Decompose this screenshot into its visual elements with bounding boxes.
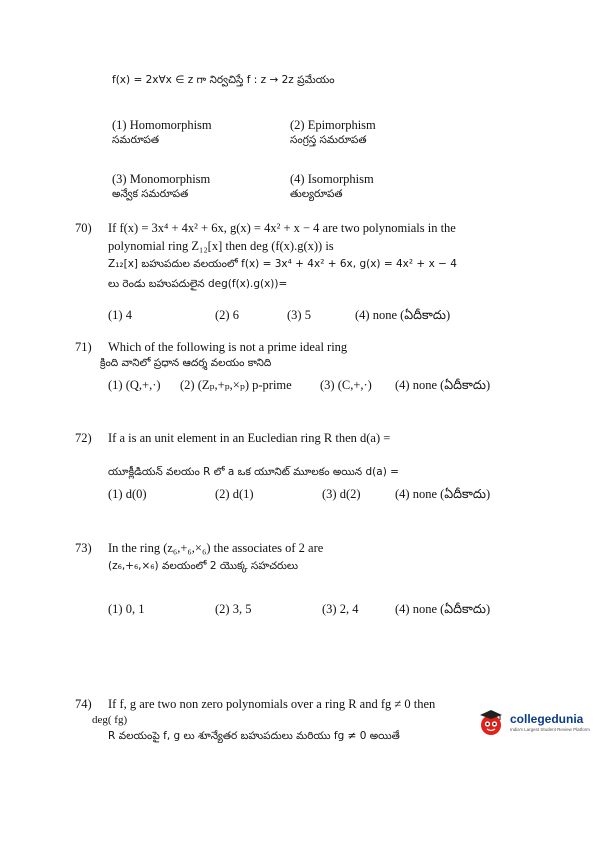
q72-line-2-telugu: యూక్లీడియన్ వలయం R లో a ఒక యూనిట్ మూలకం అయిన d(a) = bbox=[108, 466, 399, 478]
q70-line-2: polynomial ring Z₁₂[x] then deg (f(x).g(x)) is bbox=[108, 239, 334, 253]
q69-option-3: (3) Monomorphism bbox=[112, 172, 211, 186]
q71-option-4: (4) none (ఏదీకాదు) bbox=[395, 378, 491, 392]
q74-number: 74) bbox=[75, 697, 92, 711]
q70-number: 70) bbox=[75, 221, 92, 235]
q71-option-3: (3) (C,+,·) bbox=[320, 378, 372, 392]
q70-option-3: (3) 5 bbox=[287, 308, 311, 322]
q72-option-2: (2) d(1) bbox=[215, 487, 254, 501]
q69-stem: f(x) = 2x∀x ∈ z గా నిర్వచిస్తే f : z → 2z ప్రమేయం bbox=[112, 74, 335, 86]
q74-line-2: deg( fg) bbox=[92, 714, 128, 726]
collegedunia-logo bbox=[476, 708, 590, 738]
q70-line-1: If f(x) = 3x⁴ + 4x² + 6x, g(x) = 4x² + x − 4 are two polynomials in the bbox=[108, 221, 456, 235]
q70-line-4-telugu: లు రెండు బహుపదులైన deg(f(x).g(x))= bbox=[108, 278, 288, 290]
q69-option-4: (4) Isomorphism bbox=[290, 172, 374, 186]
q72-option-1: (1) d(0) bbox=[108, 487, 147, 501]
q69-option-2-telugu: సంగ్రస్త సమరూపత bbox=[290, 134, 367, 146]
q71-line-1: Which of the following is not a prime ideal ring bbox=[108, 340, 348, 354]
q73-number: 73) bbox=[75, 541, 92, 555]
logo-tagline: India's Largest Student Review Platform bbox=[510, 727, 590, 732]
q70-option-2: (2) 6 bbox=[215, 308, 239, 322]
graduate-mascot-icon bbox=[476, 708, 506, 738]
q73-option-3: (3) 2, 4 bbox=[322, 602, 359, 616]
q69-option-1: (1) Homomorphism bbox=[112, 118, 212, 132]
q70-option-4: (4) none (ఏదీకాదు) bbox=[355, 308, 451, 322]
q73-option-1: (1) 0, 1 bbox=[108, 602, 145, 616]
q71-number: 71) bbox=[75, 340, 92, 354]
q71-option-2: (2) (Zₚ,+ₚ,×ₚ) p-prime bbox=[180, 378, 292, 392]
q73-option-4: (4) none (ఏదీకాదు) bbox=[395, 602, 491, 616]
q71-option-1: (1) (Q,+,·) bbox=[108, 378, 161, 392]
q73-option-2: (2) 3, 5 bbox=[215, 602, 252, 616]
q72-line-1: If a is an unit element in an Eucledian ring R then d(a) = bbox=[108, 431, 391, 445]
q71-line-2-telugu: క్రింది వానిలో ప్రధాన ఆదర్శ వలయం కానిది bbox=[100, 357, 272, 369]
logo-wordmark: collegedunia bbox=[510, 712, 584, 726]
q69-option-2: (2) Epimorphism bbox=[290, 118, 376, 132]
q72-number: 72) bbox=[75, 431, 92, 445]
q69-option-1-telugu: సమరూపత bbox=[112, 134, 160, 146]
q73-line-2-telugu: (z₆,+₆,×₆) వలయంలో 2 యొక్క సహచరులు bbox=[108, 560, 298, 572]
q70-option-1: (1) 4 bbox=[108, 308, 132, 322]
q69-option-4-telugu: తుల్యరూపత bbox=[290, 188, 343, 200]
q69-option-3-telugu: అన్వేక సమరూపత bbox=[112, 188, 189, 200]
q70-line-3-telugu: Z₁₂[x] బహుపదుల వలయంలో f(x) = 3x⁴ + 4x² + 6x, g(x) = 4x² + x − 4 bbox=[108, 258, 457, 270]
q74-line-3-telugu: R వలయంపై f, g లు శూన్యేతర బహుపదులు మరియు fg ≠ 0 అయితే bbox=[108, 730, 400, 742]
q72-option-4: (4) none (ఏదీకాదు) bbox=[395, 487, 491, 501]
q72-option-3: (3) d(2) bbox=[322, 487, 361, 501]
q73-line-1: In the ring (z₆,+₆,×₆) the associates of 2 are bbox=[108, 541, 324, 555]
q74-line-1: If f, g are two non zero polynomials over a ring R and fg ≠ 0 then bbox=[108, 697, 436, 711]
